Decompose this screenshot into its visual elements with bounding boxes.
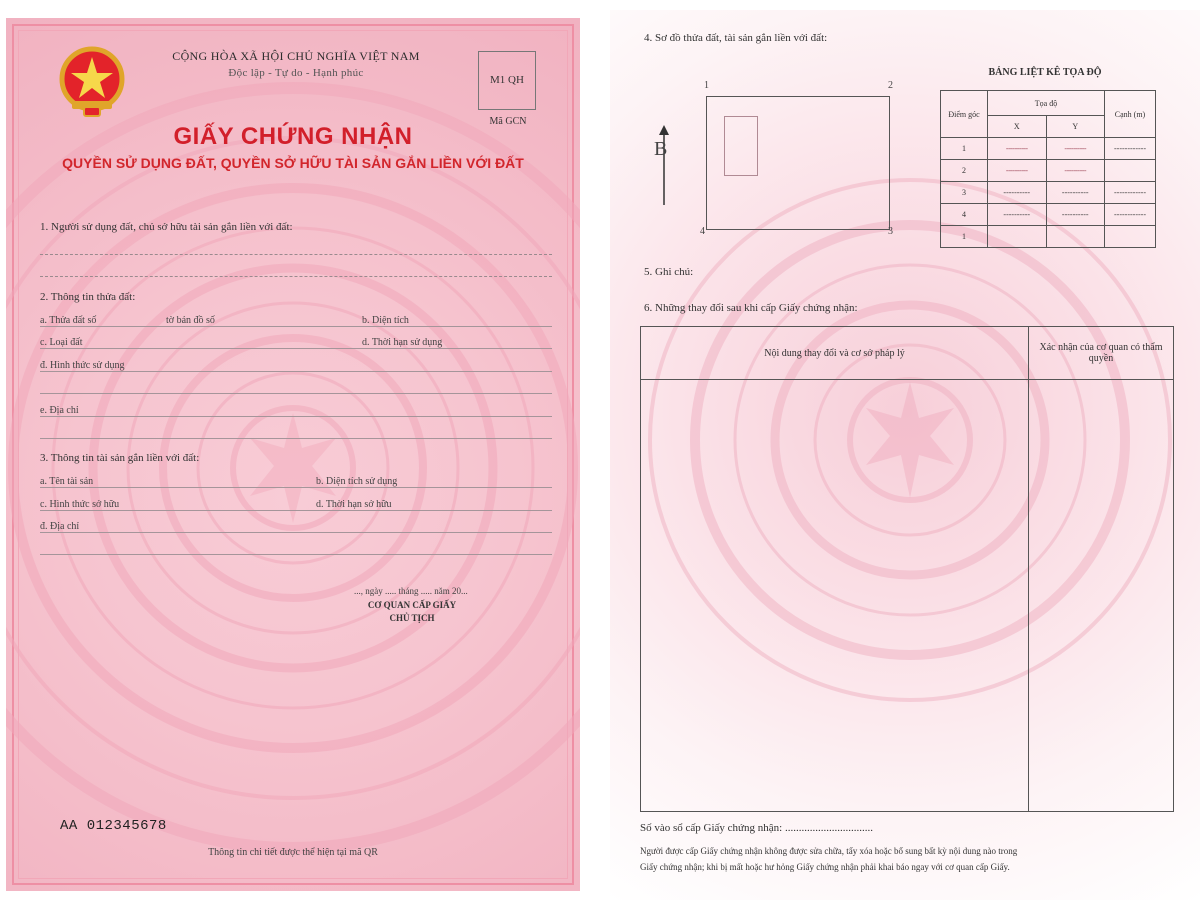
- holder-note-line1: Người được cấp Giấy chứng nhận không được sửa chữa, tẩy xóa hoặc bổ sung bất kỳ nội dung nào trong: [640, 846, 1018, 856]
- cell-y: ----------: [1046, 182, 1105, 204]
- building-footprint: [724, 116, 758, 176]
- cell-edge: ------------: [1105, 138, 1156, 160]
- col-edge: Cạnh (m): [1105, 91, 1156, 138]
- section-6-heading: 6. Những thay đổi sau khi cấp Giấy chứng nhận:: [644, 302, 858, 314]
- section-1-heading: 1. Người sử dụng đất, chủ sở hữu tài sản gắn liền với đất:: [40, 221, 293, 233]
- fill-line: [40, 371, 552, 372]
- cell-point: 3: [941, 182, 988, 204]
- cell-point: 1: [941, 138, 988, 160]
- fill-line: [40, 416, 552, 417]
- cell-y: ----------: [1046, 204, 1105, 226]
- cell-x: ----------: [988, 182, 1047, 204]
- cell-y: ----------: [1046, 138, 1105, 160]
- north-arrow-icon: [658, 125, 670, 205]
- cell-edge: [1105, 226, 1156, 248]
- table-row: [941, 138, 1156, 160]
- cell-point: 1: [941, 226, 988, 248]
- col-y: Y: [1046, 116, 1105, 138]
- cell-x: ----------: [988, 204, 1047, 226]
- cell-edge: ------------: [1105, 182, 1156, 204]
- table-row: [941, 160, 1156, 182]
- changes-table: [640, 326, 1174, 812]
- field-asset-address: đ. Địa chỉ: [40, 521, 80, 532]
- section-2-heading: 2. Thông tin thửa đất:: [40, 291, 136, 303]
- cell-edge: [1105, 160, 1156, 182]
- cell-y: ----------: [1046, 160, 1105, 182]
- cell-point: 2: [941, 160, 988, 182]
- change-content-cell: [641, 380, 1029, 812]
- field-area: b. Diện tích: [362, 315, 409, 326]
- registry-entry: Số vào sổ cấp Giấy chứng nhận: ................................: [640, 822, 873, 834]
- field-ownership-term: d. Thời hạn sở hữu: [316, 499, 392, 510]
- corner-label: 2: [888, 80, 893, 91]
- national-motto: Độc lập - Tự do - Hạnh phúc: [228, 67, 364, 79]
- table-row: [941, 204, 1156, 226]
- section-4-heading: 4. Sơ đồ thửa đất, tài sản gắn liền với đất:: [644, 32, 828, 44]
- fill-line: [40, 393, 552, 394]
- field-asset-name: a. Tên tài sản: [40, 476, 94, 487]
- field-use-term: d. Thời hạn sử dụng: [362, 337, 443, 348]
- fill-line: [40, 348, 552, 349]
- field-map-sheet: tờ bản đồ số: [166, 315, 215, 326]
- certificate-front-page: [6, 18, 580, 891]
- fill-line: [40, 487, 552, 488]
- field-ownership-form: c. Hình thức sở hữu: [40, 499, 120, 510]
- cell-x: ----------: [988, 160, 1047, 182]
- field-use-form: đ. Hình thức sử dụng: [40, 360, 125, 371]
- corner-label: 3: [888, 226, 893, 237]
- national-emblem-icon: [58, 45, 126, 119]
- cell-y: [1046, 226, 1105, 248]
- field-parcel-no: a. Thửa đất số: [40, 315, 97, 326]
- fill-line: [40, 554, 552, 555]
- holder-note-line2: Giấy chứng nhận; khi bị mất hoặc hư hỏng Giấy chứng nhận phải khai báo ngay với cơ quan cấp Giấy.: [640, 862, 1010, 872]
- issue-date: ..., ngày ..... tháng ..... năm 20...: [354, 586, 468, 596]
- col-point: Điểm góc: [941, 91, 988, 138]
- fill-line: [40, 326, 552, 327]
- table-row: [941, 226, 1156, 248]
- fill-line: [40, 438, 552, 439]
- form-code-box: M1 QH: [478, 51, 536, 110]
- coord-table-title: BẢNG LIỆT KÊ TỌA ĐỘ: [988, 67, 1102, 78]
- section-5-heading: 5. Ghi chú:: [644, 266, 694, 278]
- cell-edge: ------------: [1105, 204, 1156, 226]
- corner-label: 4: [700, 226, 705, 237]
- field-usage-area: b. Diện tích sử dụng: [316, 476, 398, 487]
- fill-line: [40, 276, 552, 277]
- country-name: CỘNG HÒA XÃ HỘI CHỦ NGHĨA VIỆT NAM: [172, 49, 420, 63]
- col-change-content: Nội dung thay đổi và cơ sở pháp lý: [641, 327, 1029, 380]
- certificate-subtitle: QUYỀN SỬ DỤNG ĐẤT, QUYỀN SỞ HỮU TÀI SẢN GẮN LIỀN VỚI ĐẤT: [62, 155, 524, 171]
- corner-label: 1: [704, 80, 709, 91]
- field-land-type: c. Loại đất: [40, 337, 83, 348]
- cell-point: 4: [941, 204, 988, 226]
- certificate-title: GIẤY CHỨNG NHẬN: [173, 123, 413, 150]
- col-authority-confirmation: Xác nhận của cơ quan có thẩm quyền: [1029, 327, 1174, 380]
- qr-footer-note: Thông tin chi tiết được thể hiện tại mã QR: [208, 847, 378, 858]
- signer-role: CHỦ TỊCH: [389, 613, 435, 623]
- cell-x: [988, 226, 1047, 248]
- authority-confirmation-cell: [1029, 380, 1174, 812]
- cell-x: ----------: [988, 138, 1047, 160]
- table-row: [941, 182, 1156, 204]
- col-x: X: [988, 116, 1047, 138]
- north-label: B: [654, 138, 668, 160]
- issuing-authority: CƠ QUAN CẤP GIẤY: [367, 600, 457, 610]
- col-coordinates: Tọa độ: [988, 91, 1105, 116]
- coordinate-table: [940, 90, 1156, 248]
- cert-code-label: Mã GCN: [489, 116, 527, 127]
- serial-number: AA 012345678: [60, 818, 167, 834]
- fill-line: [40, 510, 552, 511]
- field-address: e. Địa chỉ: [40, 405, 79, 416]
- certificate-back-page: [610, 10, 1200, 900]
- fill-line: [40, 532, 552, 533]
- fill-line: [40, 254, 552, 255]
- section-3-heading: 3. Thông tin tài sản gắn liền với đất:: [40, 452, 200, 464]
